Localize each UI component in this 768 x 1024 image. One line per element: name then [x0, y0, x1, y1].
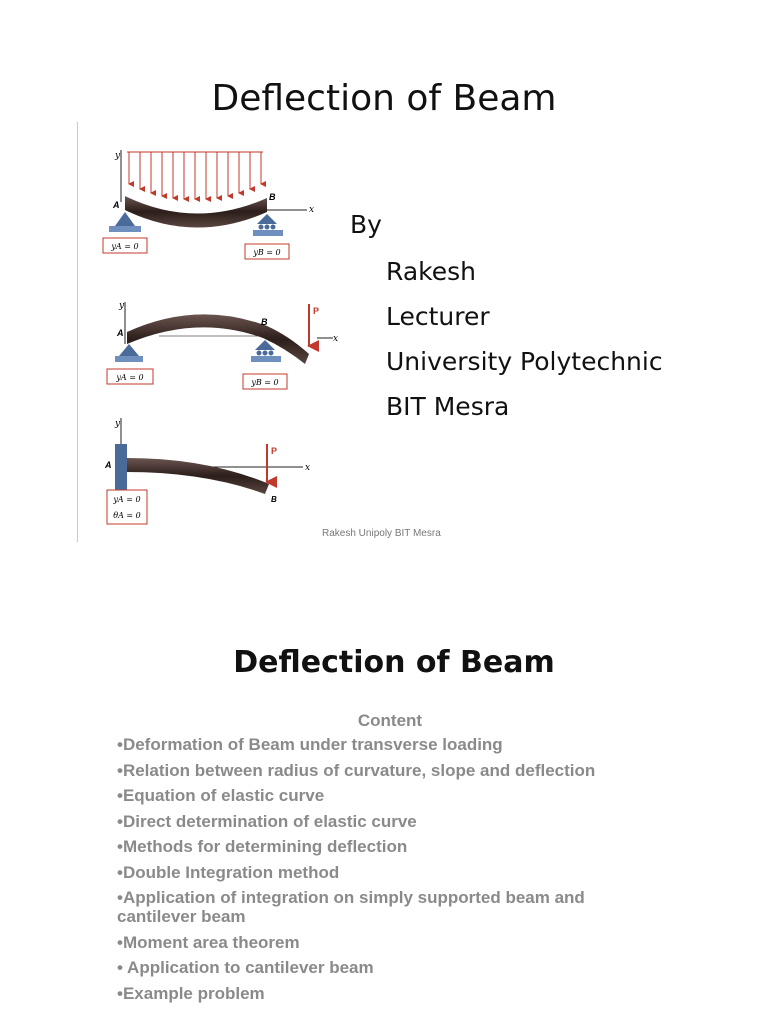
list-item: •Direct determination of elastic curve	[117, 811, 417, 831]
beam3-load-label: P	[271, 446, 278, 456]
author-role: Lecturer	[386, 302, 490, 331]
beam3-point-load	[267, 444, 277, 482]
beam2-bc-a: yA = 0	[116, 373, 144, 382]
beam2-bc-b: yB = 0	[251, 378, 279, 387]
beam2-label-b: B	[261, 317, 268, 327]
beam1-support-b	[253, 214, 283, 236]
beam3-bc-2: θA = 0	[113, 511, 141, 520]
beam1-axis-y-label: y	[115, 151, 121, 161]
beam2-group	[107, 301, 338, 389]
slide1-watermark: Rakesh Unipoly BIT Mesra	[322, 528, 441, 539]
beam1-bc-b: yB = 0	[253, 248, 281, 257]
beam2-axis-x-label: x	[333, 334, 339, 344]
beam2-point-load	[309, 304, 319, 346]
list-item: •Deformation of Beam under transverse loading	[117, 735, 503, 754]
beam3-bc-1: yA = 0	[113, 495, 141, 504]
list-item: •Equation of elastic curve	[117, 786, 325, 805]
beam1-beam	[125, 196, 267, 228]
beam3-wall-support	[115, 444, 127, 490]
beam1-axis-x-label: x	[309, 205, 315, 215]
beam2-load-label: P	[313, 306, 320, 316]
beam2-beam	[127, 314, 309, 364]
slide2-title: Deflection of Beam	[233, 645, 555, 680]
list-item: •Double Integration method	[117, 862, 340, 882]
beam1-bc-a: yA = 0	[111, 242, 139, 251]
list-item: •Example problem	[117, 983, 265, 1003]
content-list	[117, 735, 657, 1009]
author-organization: BIT Mesra	[386, 392, 510, 421]
beam1-group	[103, 150, 314, 259]
author-institution: University Polytechnic	[386, 347, 663, 376]
beam3-axis-y-label: y	[115, 419, 121, 429]
author-by: By	[350, 210, 382, 239]
beam1-label-a: A	[113, 200, 120, 210]
beam-deflection-figure	[77, 122, 357, 542]
list-item: •Methods for determining deflection	[117, 837, 408, 856]
author-name: Rakesh	[386, 257, 476, 286]
slide1-title: Deflection of Beam	[211, 78, 557, 119]
author-block	[350, 205, 663, 429]
list-item: • Application to cantilever beam	[117, 958, 374, 977]
list-item: •Relation between radius of curvature, slope and deflection	[117, 760, 596, 780]
beam3-group	[104, 418, 310, 524]
beam3-beam	[127, 458, 269, 494]
beam3-label-a: A	[105, 460, 112, 470]
beam1-distributed-load	[127, 152, 263, 199]
beam3-axis-x-label: x	[305, 463, 311, 473]
beam2-support-a	[115, 344, 143, 362]
content-heading: Content	[357, 711, 423, 730]
beam3-label-b: B	[271, 495, 277, 504]
list-item: •Application of integration on simply supported beam and cantilever beam	[117, 888, 585, 926]
beam2-axis-y-label: y	[119, 301, 125, 311]
list-item: •Moment area theorem	[117, 932, 300, 952]
beam1-label-b: B	[269, 192, 276, 202]
beam2-label-a: A	[117, 328, 124, 338]
